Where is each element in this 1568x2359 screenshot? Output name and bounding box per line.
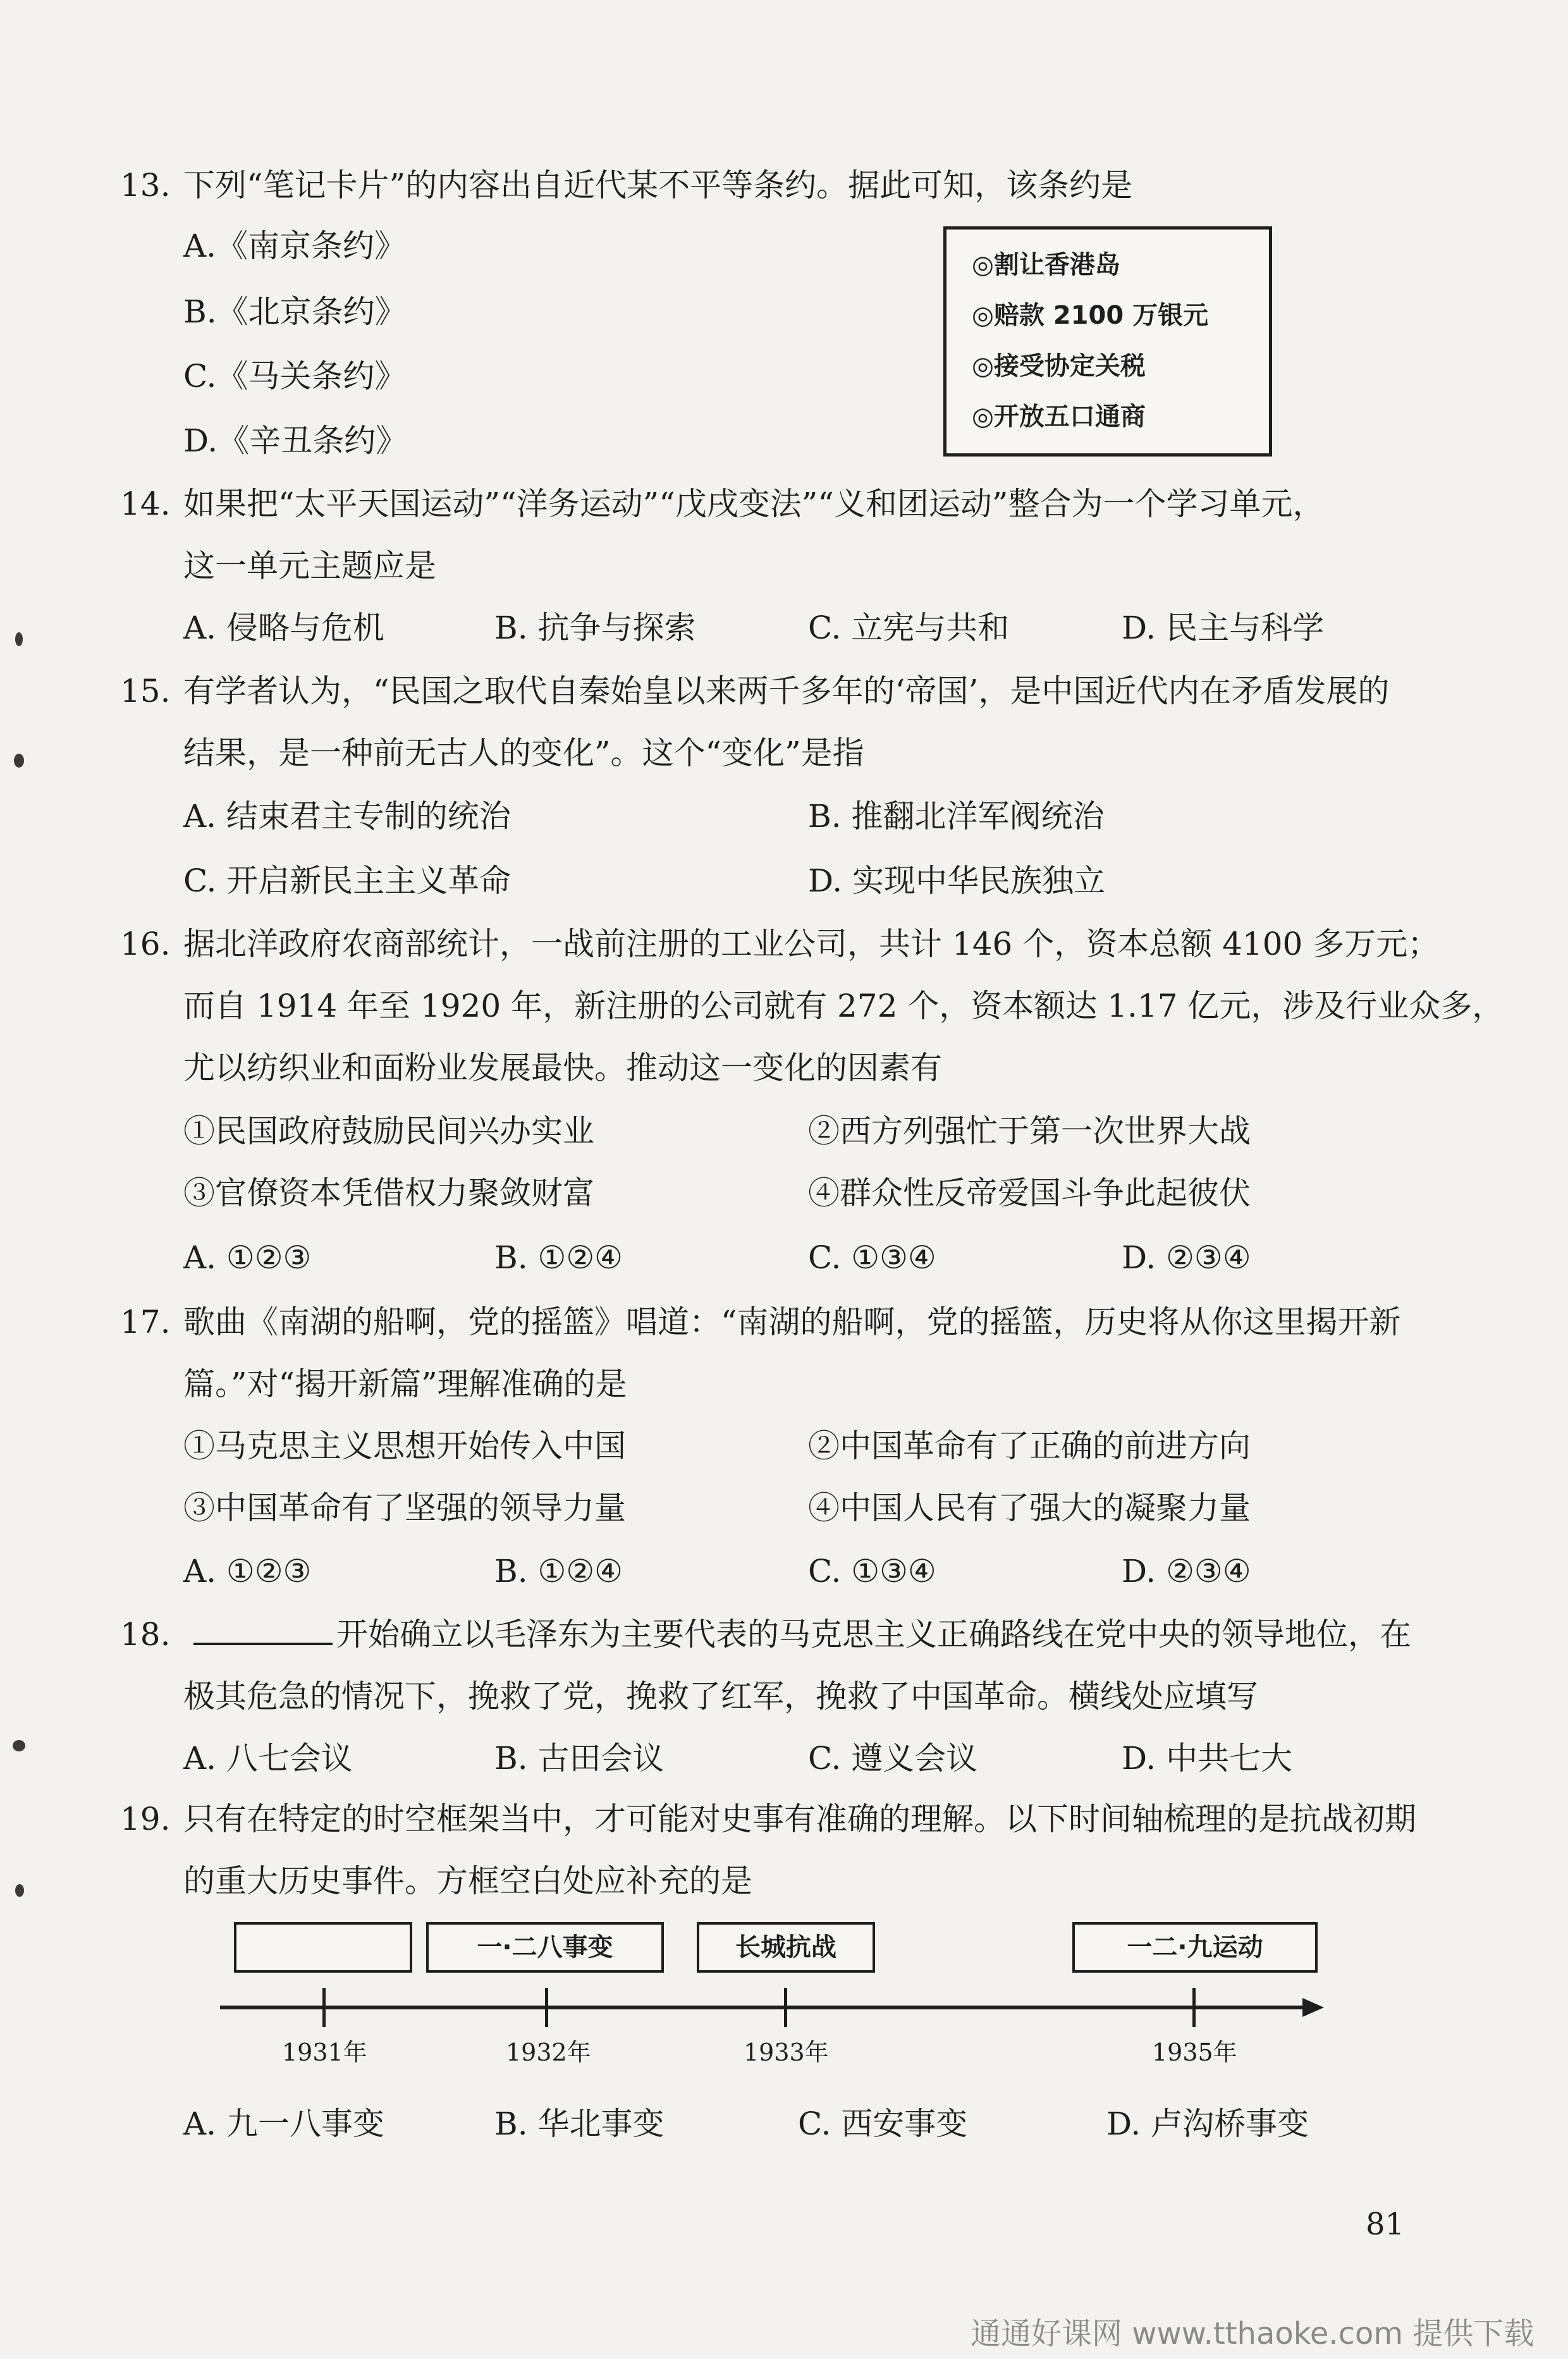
- question-17-number: 17.: [120, 1304, 171, 1340]
- timeline-tick: [1192, 1988, 1196, 2027]
- scan-mark: [15, 632, 23, 646]
- q13-option-b[interactable]: B.《北京条约》: [183, 293, 407, 330]
- question-19-stem-line-1: 只有在特定的时空框架当中，才可能对史事有准确的理解。以下时间轴梳理的是抗战初期: [183, 1801, 1416, 1837]
- scan-mark: [14, 754, 24, 768]
- question-13-number: 13.: [120, 167, 171, 204]
- q17-item-3: ③中国革命有了坚强的领导力量: [183, 1490, 626, 1526]
- watermark: 通通好课网 www.tthaoke.com 提供下载: [971, 2316, 1534, 2351]
- timeline-event-box: 一二·九运动: [1072, 1922, 1318, 1973]
- q16-option-a[interactable]: A. ①②③: [183, 1239, 312, 1276]
- q16-option-b[interactable]: B. ①②④: [494, 1239, 623, 1276]
- question-16-stem-line-3: 尤以纺织业和面粉业发展最快。推动这一变化的因素有: [183, 1050, 942, 1086]
- q16-item-4: ④群众性反帝爱国斗争此起彼伏: [808, 1175, 1251, 1211]
- timeline-year-label: 1935年: [1152, 2038, 1237, 2066]
- question-15-number: 15.: [120, 673, 171, 709]
- q13-option-d[interactable]: D.《辛丑条约》: [183, 422, 408, 459]
- note-card-line-4: ◎开放五口通商: [972, 402, 1146, 431]
- question-16-number: 16.: [120, 926, 171, 962]
- question-19-stem-line-2: 的重大历史事件。方框空白处应补充的是: [183, 1863, 752, 1899]
- q17-option-d[interactable]: D. ②③④: [1122, 1553, 1251, 1590]
- q18-option-c[interactable]: C. 遵义会议: [808, 1740, 978, 1777]
- q15-option-b[interactable]: B. 推翻北洋军阀统治: [808, 798, 1105, 835]
- q16-option-d[interactable]: D. ②③④: [1122, 1239, 1251, 1276]
- note-card-line-2: ◎赔款 2100 万银元: [972, 301, 1209, 330]
- answer-blank[interactable]: [193, 1615, 333, 1645]
- q15-option-c[interactable]: C. 开启新民主主义革命: [183, 862, 511, 899]
- note-card-line-1: ◎割让香港岛: [972, 250, 1120, 279]
- question-19-number: 19.: [120, 1801, 171, 1837]
- question-17-stem-line-2: 篇。”对“揭开新篇”理解准确的是: [183, 1366, 627, 1402]
- timeline-event-box: 长城抗战: [697, 1922, 875, 1973]
- note-card: [943, 226, 1272, 456]
- page-number: 81: [1366, 2207, 1405, 2242]
- question-14-number: 14.: [120, 486, 171, 522]
- timeline-tick: [784, 1988, 787, 2027]
- question-16-stem-line-1: 据北洋政府农商部统计，一战前注册的工业公司，共计 146 个，资本总额 4100 多万元；: [183, 926, 1440, 962]
- timeline-event-box: 一·二八事变: [426, 1922, 664, 1973]
- question-14-stem-line-2: 这一单元主题应是: [183, 548, 436, 584]
- q15-option-d[interactable]: D. 实现中华民族独立: [808, 862, 1106, 899]
- q17-item-1: ①马克思主义思想开始传入中国: [183, 1428, 626, 1464]
- q13-option-c[interactable]: C.《马关条约》: [183, 358, 407, 395]
- q14-option-b[interactable]: B. 抗争与探索: [494, 610, 696, 646]
- question-18-stem-line-1: [193, 1612, 1411, 1657]
- q14-option-a[interactable]: A. 侵略与危机: [183, 610, 384, 646]
- q16-option-c[interactable]: C. ①③④: [808, 1239, 936, 1276]
- timeline-arrow: [1302, 1998, 1324, 2017]
- q19-option-c[interactable]: C. 西安事变: [798, 2105, 968, 2142]
- q17-option-a[interactable]: A. ①②③: [183, 1553, 312, 1590]
- q17-item-4: ④中国人民有了强大的凝聚力量: [808, 1490, 1251, 1526]
- question-18-number: 18.: [120, 1616, 171, 1653]
- timeline-year-label: 1933年: [744, 2038, 829, 2066]
- timeline-tick: [322, 1988, 326, 2027]
- timeline-year-label: 1931年: [282, 2038, 367, 2066]
- q14-option-c[interactable]: C. 立宪与共和: [808, 610, 1010, 646]
- scan-mark: [15, 1884, 24, 1897]
- scan-mark: [13, 1740, 25, 1751]
- q15-option-a[interactable]: A. 结束君主专制的统治: [183, 798, 511, 835]
- question-15-stem-line-2: 结果，是一种前无古人的变化”。这个“变化”是指: [183, 735, 864, 771]
- question-18-stem-line-2: 极其危急的情况下，挽救了党，挽救了红军，挽救了中国革命。横线处应填写: [183, 1678, 1258, 1715]
- q16-item-1: ①民国政府鼓励民间兴办实业: [183, 1113, 594, 1149]
- q16-item-2: ②西方列强忙于第一次世界大战: [808, 1113, 1251, 1149]
- q18-option-d[interactable]: D. 中共七大: [1122, 1740, 1293, 1777]
- q19-option-d[interactable]: D. 卢沟桥事变: [1106, 2105, 1309, 2142]
- question-15-stem-line-1: 有学者认为，“民国之取代自秦始皇以来两千多年的‘帝国’，是中国近代内在矛盾发展的: [183, 673, 1390, 709]
- timeline-blank-box: [234, 1922, 412, 1973]
- q17-option-c[interactable]: C. ①③④: [808, 1553, 936, 1590]
- q13-option-a[interactable]: A.《南京条约》: [183, 228, 407, 264]
- question-16-stem-line-2: 而自 1914 年至 1920 年，新注册的公司就有 272 个，资本额达 1.17 亿元，涉及行业众多，: [183, 988, 1504, 1024]
- q16-item-3: ③官僚资本凭借权力聚敛财富: [183, 1175, 594, 1211]
- question-17-stem-line-1: 歌曲《南湖的船啊，党的摇篮》唱道：“南湖的船啊，党的摇篮，历史将从你这里揭开新: [183, 1304, 1401, 1340]
- timeline-axis: [220, 2006, 1308, 2009]
- q18-option-b[interactable]: B. 古田会议: [494, 1740, 665, 1777]
- q14-option-d[interactable]: D. 民主与科学: [1122, 610, 1325, 646]
- q19-option-a[interactable]: A. 九一八事变: [183, 2105, 384, 2142]
- q17-option-b[interactable]: B. ①②④: [494, 1553, 623, 1590]
- q19-option-b[interactable]: B. 华北事变: [494, 2105, 665, 2142]
- question-13-stem: 下列“笔记卡片”的内容出自近代某不平等条约。据此可知，该条约是: [183, 167, 1133, 204]
- q17-item-2: ②中国革命有了正确的前进方向: [808, 1428, 1251, 1464]
- timeline-tick: [545, 1988, 548, 2027]
- question-18-stem-text: 开始确立以毛泽东为主要代表的马克思主义正确路线在党中央的领导地位，在: [336, 1616, 1411, 1653]
- question-14-stem-line-1: 如果把“太平天国运动”“洋务运动”“戊戌变法”“义和团运动”整合为一个学习单元，: [183, 486, 1325, 522]
- q18-option-a[interactable]: A. 八七会议: [183, 1740, 353, 1777]
- timeline-year-label: 1932年: [506, 2038, 591, 2066]
- note-card-line-3: ◎接受协定关税: [972, 352, 1146, 381]
